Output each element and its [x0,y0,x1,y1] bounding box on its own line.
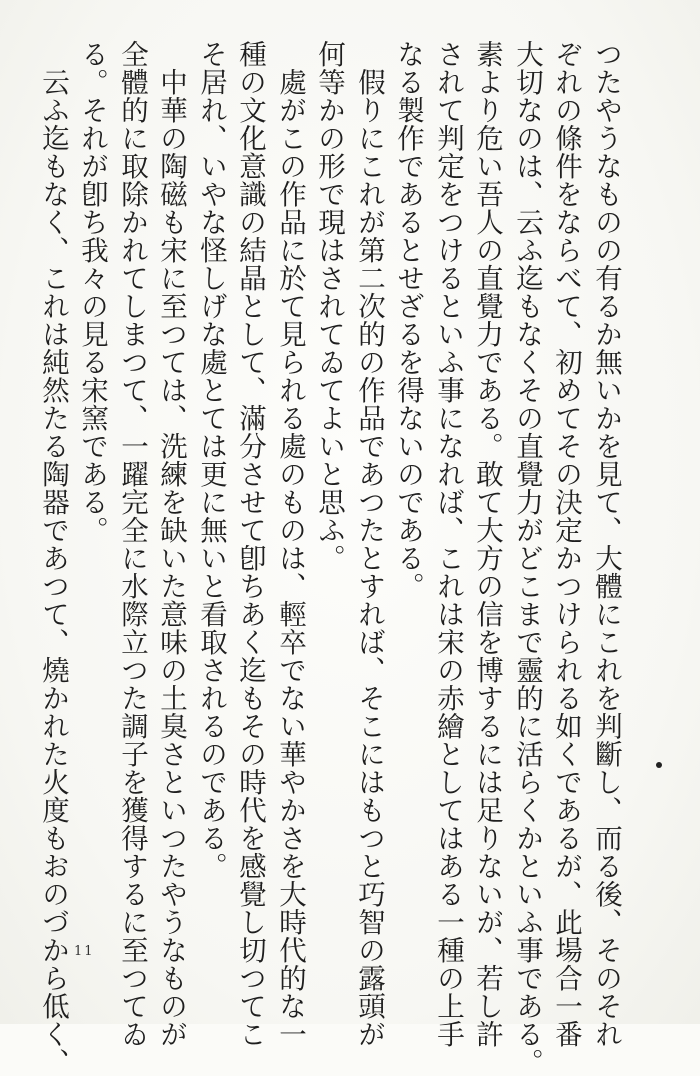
text-column-10: 種の文化意識の結晶として、滿分させて卽ちあく迄もその時代を感覺し切つてこ [234,40,266,1048]
text-column-4: 素より危い吾人の直覺力である。敢て大方の信を博するには足りないが、若し許 [471,40,503,1048]
text-column-15: 云ふ迄もなく、これは純然たる陶器であつて、燒かれた火度もおのづから低く、 [37,40,69,1076]
text-column-5: されて判定をつけるといふ事になれば、これは宋の赤繪としてはある一種の上手 [432,40,464,1048]
text-column-3: 大切なのは、云ふ迄もなくその直覺力がどこまで靈的に活らくかといふ事である。 [511,40,543,1076]
text-column-11: そ居れ、いやな怪しげな處とては更に無いと看取されるのである。 [195,40,227,880]
ink-speck [656,762,662,768]
text-column-1: つたやうなものの有るか無いかを見て、大體にこれを判斷し、而る後、そのそれ [590,40,622,1048]
text-column-13: 全體的に取除かれてしまつて、一躍完全に水際立つた調子を獲得するに至つてゐ [116,40,148,1048]
text-column-2: ぞれの條件をならべて、初めてその決定かつけられる如くであるが、此場合一番 [550,40,582,1048]
text-column-9: 處がこの作品に於て見られる處のものは、輕卒でない華やかさを大時代的な一 [274,40,306,1048]
text-column-12: 中華の陶磁も宋に至つては、洗練を缺いた意味の土臭さといつたやうなものが [155,40,187,1048]
page-number: 11 [74,944,95,959]
text-column-6: なる製作であるとせざるを得ないのである。 [392,40,424,600]
text-column-8: 何等かの形で現はされてゐてよいと思ふ。 [313,40,345,572]
text-column-7: 假りにこれが第二次的の作品であつたとすれば、そこにはもつと巧智の露頭が [353,40,385,1048]
text-column-14: る。それが卽ち我々の見る宋窯である。 [76,40,108,544]
